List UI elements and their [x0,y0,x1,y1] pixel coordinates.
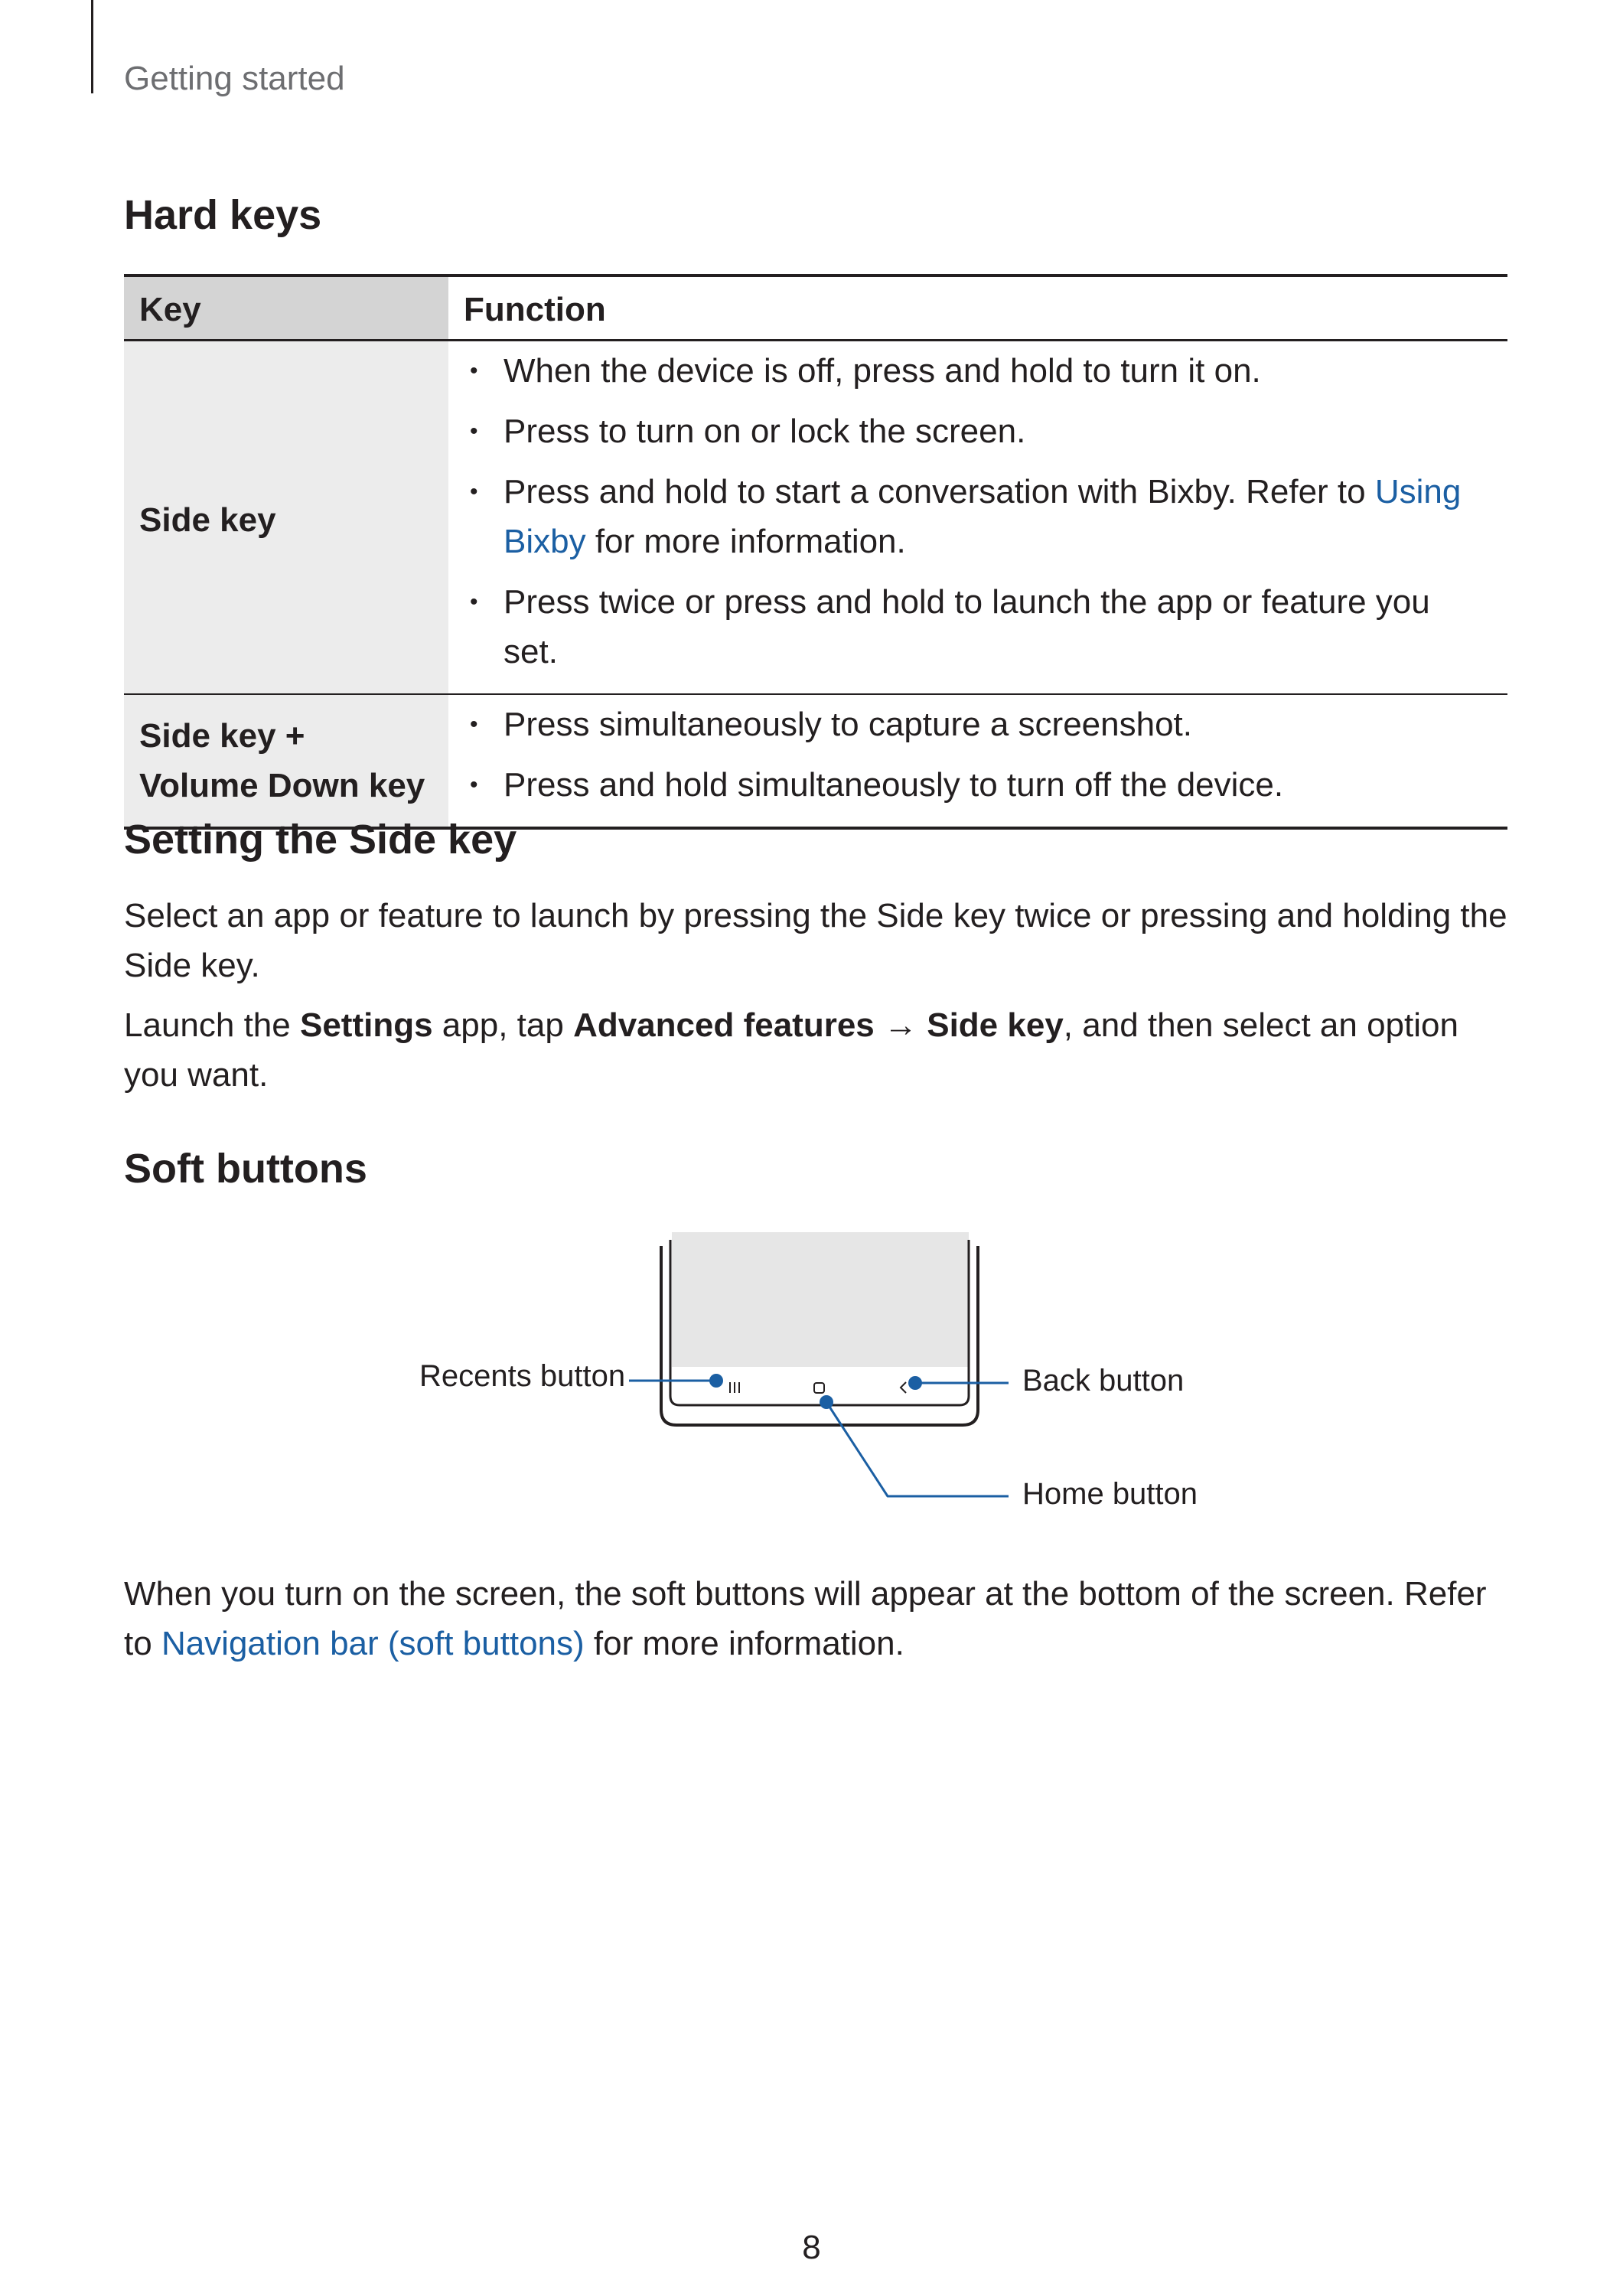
list-item: • Press to turn on or lock the screen. [464,406,1492,456]
column-header-function: Function [448,276,1507,341]
hard-keys-table [124,274,1507,830]
advanced-features-menu: Advanced features [573,1006,875,1044]
back-icon [901,1382,906,1393]
running-header: Getting started [124,60,345,97]
settings-app-name: Settings [299,1006,433,1044]
text-run: When you turn on the screen, the soft buttons will appear at the bottom of the screen. Refer to [124,1575,1487,1662]
key-line: Side key + [139,717,305,755]
text-run: , and then select an option you want. [124,1006,1458,1094]
hard-keys-heading: Hard keys [124,192,322,238]
text-run: Launch the [124,1006,291,1044]
setting-paragraph-2 [124,1000,1517,1100]
home-icon [814,1383,824,1393]
setting-side-key-heading: Setting the Side key [124,817,517,863]
table-row [124,341,1507,695]
key-cell-side-key: Side key [124,341,448,695]
soft-buttons-figure [0,1232,1623,1538]
bixby-tail-text: for more information. [595,523,906,560]
table-header-row [124,276,1507,341]
list-item [464,467,1492,566]
screen-area [672,1232,969,1367]
recents-callout-dot [709,1374,723,1388]
bixby-text: Press and hold to start a conversation with Bixby. Refer to [504,473,1366,510]
home-button-label: Home button [1022,1477,1198,1511]
back-button-label: Back button [1022,1364,1185,1397]
arrow-glyph: → [884,1006,917,1044]
list-item: • Press and hold simultaneously to turn off the device. [464,760,1492,810]
home-callout-line [826,1402,1009,1496]
using-bixby-link[interactable]: Using Bixby [504,473,1462,560]
key-line: Volume Down key [139,767,425,804]
recents-icon [730,1382,739,1393]
function-cell [448,694,1507,828]
text-run: app, tap [442,1006,564,1044]
home-callout-dot [820,1395,833,1409]
soft-buttons-heading: Soft buttons [124,1146,367,1192]
list-item: • When the device is off, press and hold to turn it on. [464,346,1492,396]
key-cell-side-volume-down [124,694,448,828]
list-item: • Press simultaneously to capture a screenshot. [464,700,1492,749]
side-key-menu: Side key [927,1006,1064,1044]
function-list [464,346,1492,693]
page-number: 8 [802,2229,821,2266]
list-item: • Press twice or press and hold to launch the app or feature you set. [464,577,1492,677]
setting-paragraph-1: Select an app or feature to launch by pressing the Side key twice or pressing and holding the Side key. [124,897,1507,984]
column-header-key: Key [124,276,448,341]
recents-button-label: Recents button [419,1359,626,1393]
back-callout-dot [908,1376,922,1390]
function-cell [448,341,1507,695]
soft-buttons-paragraph [124,1569,1517,1668]
header-rule [91,0,93,93]
function-list [464,700,1492,827]
table-row [124,694,1507,828]
navigation-bar-link[interactable]: Navigation bar (soft buttons) [161,1625,585,1662]
text-run: for more information. [593,1625,904,1662]
phone-illustration [0,1232,1623,1538]
